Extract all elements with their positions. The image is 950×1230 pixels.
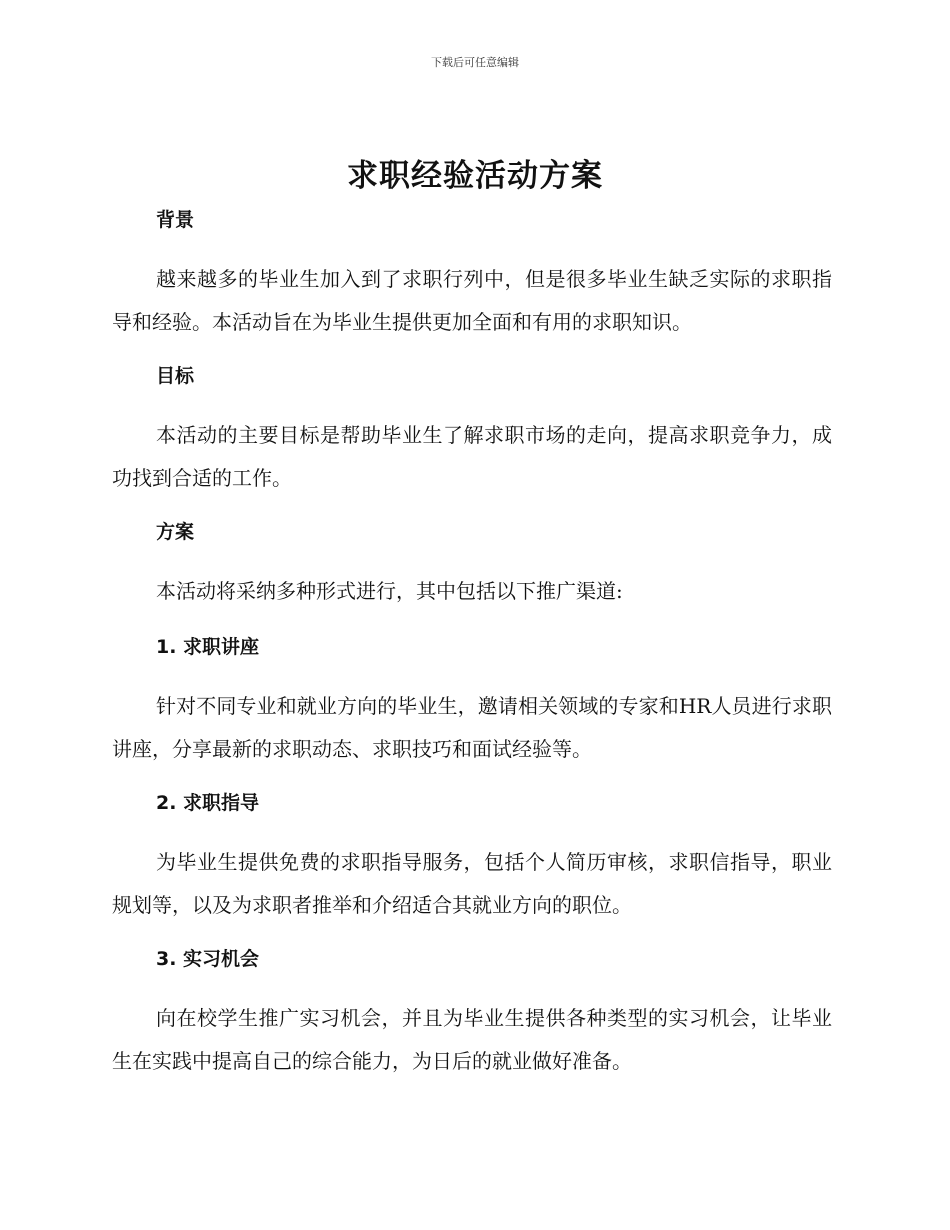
document-title: 求职经验活动方案	[347, 158, 603, 194]
paragraph-goal: 本活动的主要目标是帮助毕业生了解求职市场的走向，提高求职竞争力，成功找到合适的工作。	[112, 423, 832, 490]
section-heading-background: 背景	[156, 209, 195, 231]
section-heading-goal: 目标	[156, 365, 195, 387]
paragraph-background: 越来越多的毕业生加入到了求职行列中，但是很多毕业生缺乏实际的求职指导和经验。本活动旨在为毕业生提供更加全面和有用的求职知识。	[112, 267, 832, 334]
subsection-heading-internship: 3. 实习机会	[156, 948, 260, 970]
document-body	[112, 204, 832, 1099]
paragraph-internship: 向在校学生推广实习机会，并且为毕业生提供各种类型的实习机会，让毕业生在实践中提高自己的综合能力，为日后的就业做好准备。	[112, 1006, 832, 1073]
paragraph-lecture: 针对不同专业和就业方向的毕业生，邀请相关领域的专家和HR人员进行求职讲座，分享最新的求职动态、求职技巧和面试经验等。	[112, 694, 832, 761]
section-heading-plan: 方案	[156, 521, 195, 543]
page-header-note: 下载后可任意编辑	[431, 56, 519, 69]
subsection-heading-lecture: 1. 求职讲座	[156, 636, 260, 658]
paragraph-plan-intro: 本活动将采纳多种形式进行，其中包括以下推广渠道:	[156, 579, 623, 603]
paragraph-guidance: 为毕业生提供免费的求职指导服务，包括个人简历审核，求职信指导，职业规划等，以及为求职者推举和介绍适合其就业方向的职位。	[112, 850, 832, 917]
subsection-heading-guidance: 2. 求职指导	[156, 792, 260, 814]
